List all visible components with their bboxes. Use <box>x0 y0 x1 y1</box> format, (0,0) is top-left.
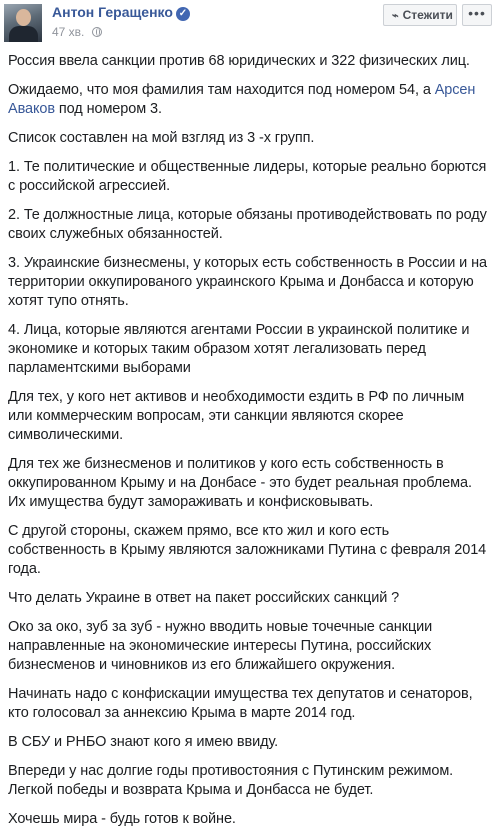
paragraph: 3. Украинские бизнесмены, у которых есть собственность в России и на территории оккупированого украинского Крыма и Донбасса и которую хотят тупо отнять. <box>8 255 487 309</box>
paragraph-text: Ожидаемо, что моя фамилия там находится под номером 54, а <box>8 82 435 98</box>
avatar[interactable] <box>4 4 42 42</box>
paragraph: Хочешь мира - будь готов к войне. <box>8 811 236 827</box>
paragraph: Око за око, зуб за зуб - нужно вводить новые точечные санкции направленные на экономические интересы Путина, российских бизнесменов и чиновников из его ближайшего окружения. <box>8 619 433 673</box>
paragraph: Начинать надо с конфискации имущества тех депутатов и сенаторов, кто голосовал за аннексию Крыма в марте 2014 год. <box>8 686 473 721</box>
post-header <box>0 0 496 46</box>
paragraph: 1. Те политические и общественные лидеры, которые реально борются с российской агрессией. <box>8 159 487 194</box>
globe-icon <box>92 27 102 37</box>
post-meta <box>52 25 102 39</box>
more-options-button[interactable] <box>462 4 492 26</box>
paragraph: Список составлен на мой взгляд из 3 -х групп. <box>8 130 315 146</box>
avatar-body <box>9 26 38 42</box>
post-time[interactable]: 47 хв. <box>52 25 85 39</box>
follow-label: Стежити <box>402 8 453 22</box>
paragraph: В СБУ и РНБО знают кого я имею ввиду. <box>8 734 279 750</box>
paragraph: 2. Те должностные лица, которые обязаны противодействовать по роду своих служебных обязанностей. <box>8 207 487 242</box>
paragraph-text: под номером 3. <box>54 101 162 117</box>
post-body <box>8 52 490 839</box>
paragraph <box>8 81 490 119</box>
verified-badge-icon: ✓ <box>176 7 190 21</box>
follow-button[interactable] <box>383 4 457 26</box>
paragraph: Для тех же бизнесменов и политиков у кого есть собственность в оккупированном Крыму и на Донбасе - это будет реальная проблема. Их имущества будут замораживать и конфисковывать. <box>8 456 472 510</box>
author-name-row <box>52 4 190 21</box>
more-options-icon: ••• <box>468 5 486 21</box>
paragraph: Что делать Украине в ответ на пакет российских санкций ? <box>8 590 400 606</box>
rss-icon: ⌁ <box>392 10 399 22</box>
paragraph: С другой стороны, скажем прямо, все кто жил и кого есть собственность в Крыму являются заложниками Путина с февраля 2014 года. <box>8 523 487 577</box>
author-name[interactable]: Антон Геращенко <box>52 4 173 20</box>
paragraph: 4. Лица, которые являются агентами России в украинской политике и экономике и которых таким образом хотят легализовать перед парламентскими выборами <box>8 322 470 376</box>
avatar-head <box>16 9 31 26</box>
paragraph: Россия ввела санкции против 68 юридических и 322 физических лиц. <box>8 53 470 69</box>
paragraph: Впереди у нас долгие годы противостояния с Путинским режимом. Легкой победы и возврата Крыма и Донбасса не будет. <box>8 763 454 798</box>
mention-link[interactable]: Арсен Аваков <box>8 82 476 117</box>
paragraph: Для тех, у кого нет активов и необходимости ездить в РФ по личным или коммерческим вопросам, эти санкции являются скорее символическими. <box>8 389 465 443</box>
